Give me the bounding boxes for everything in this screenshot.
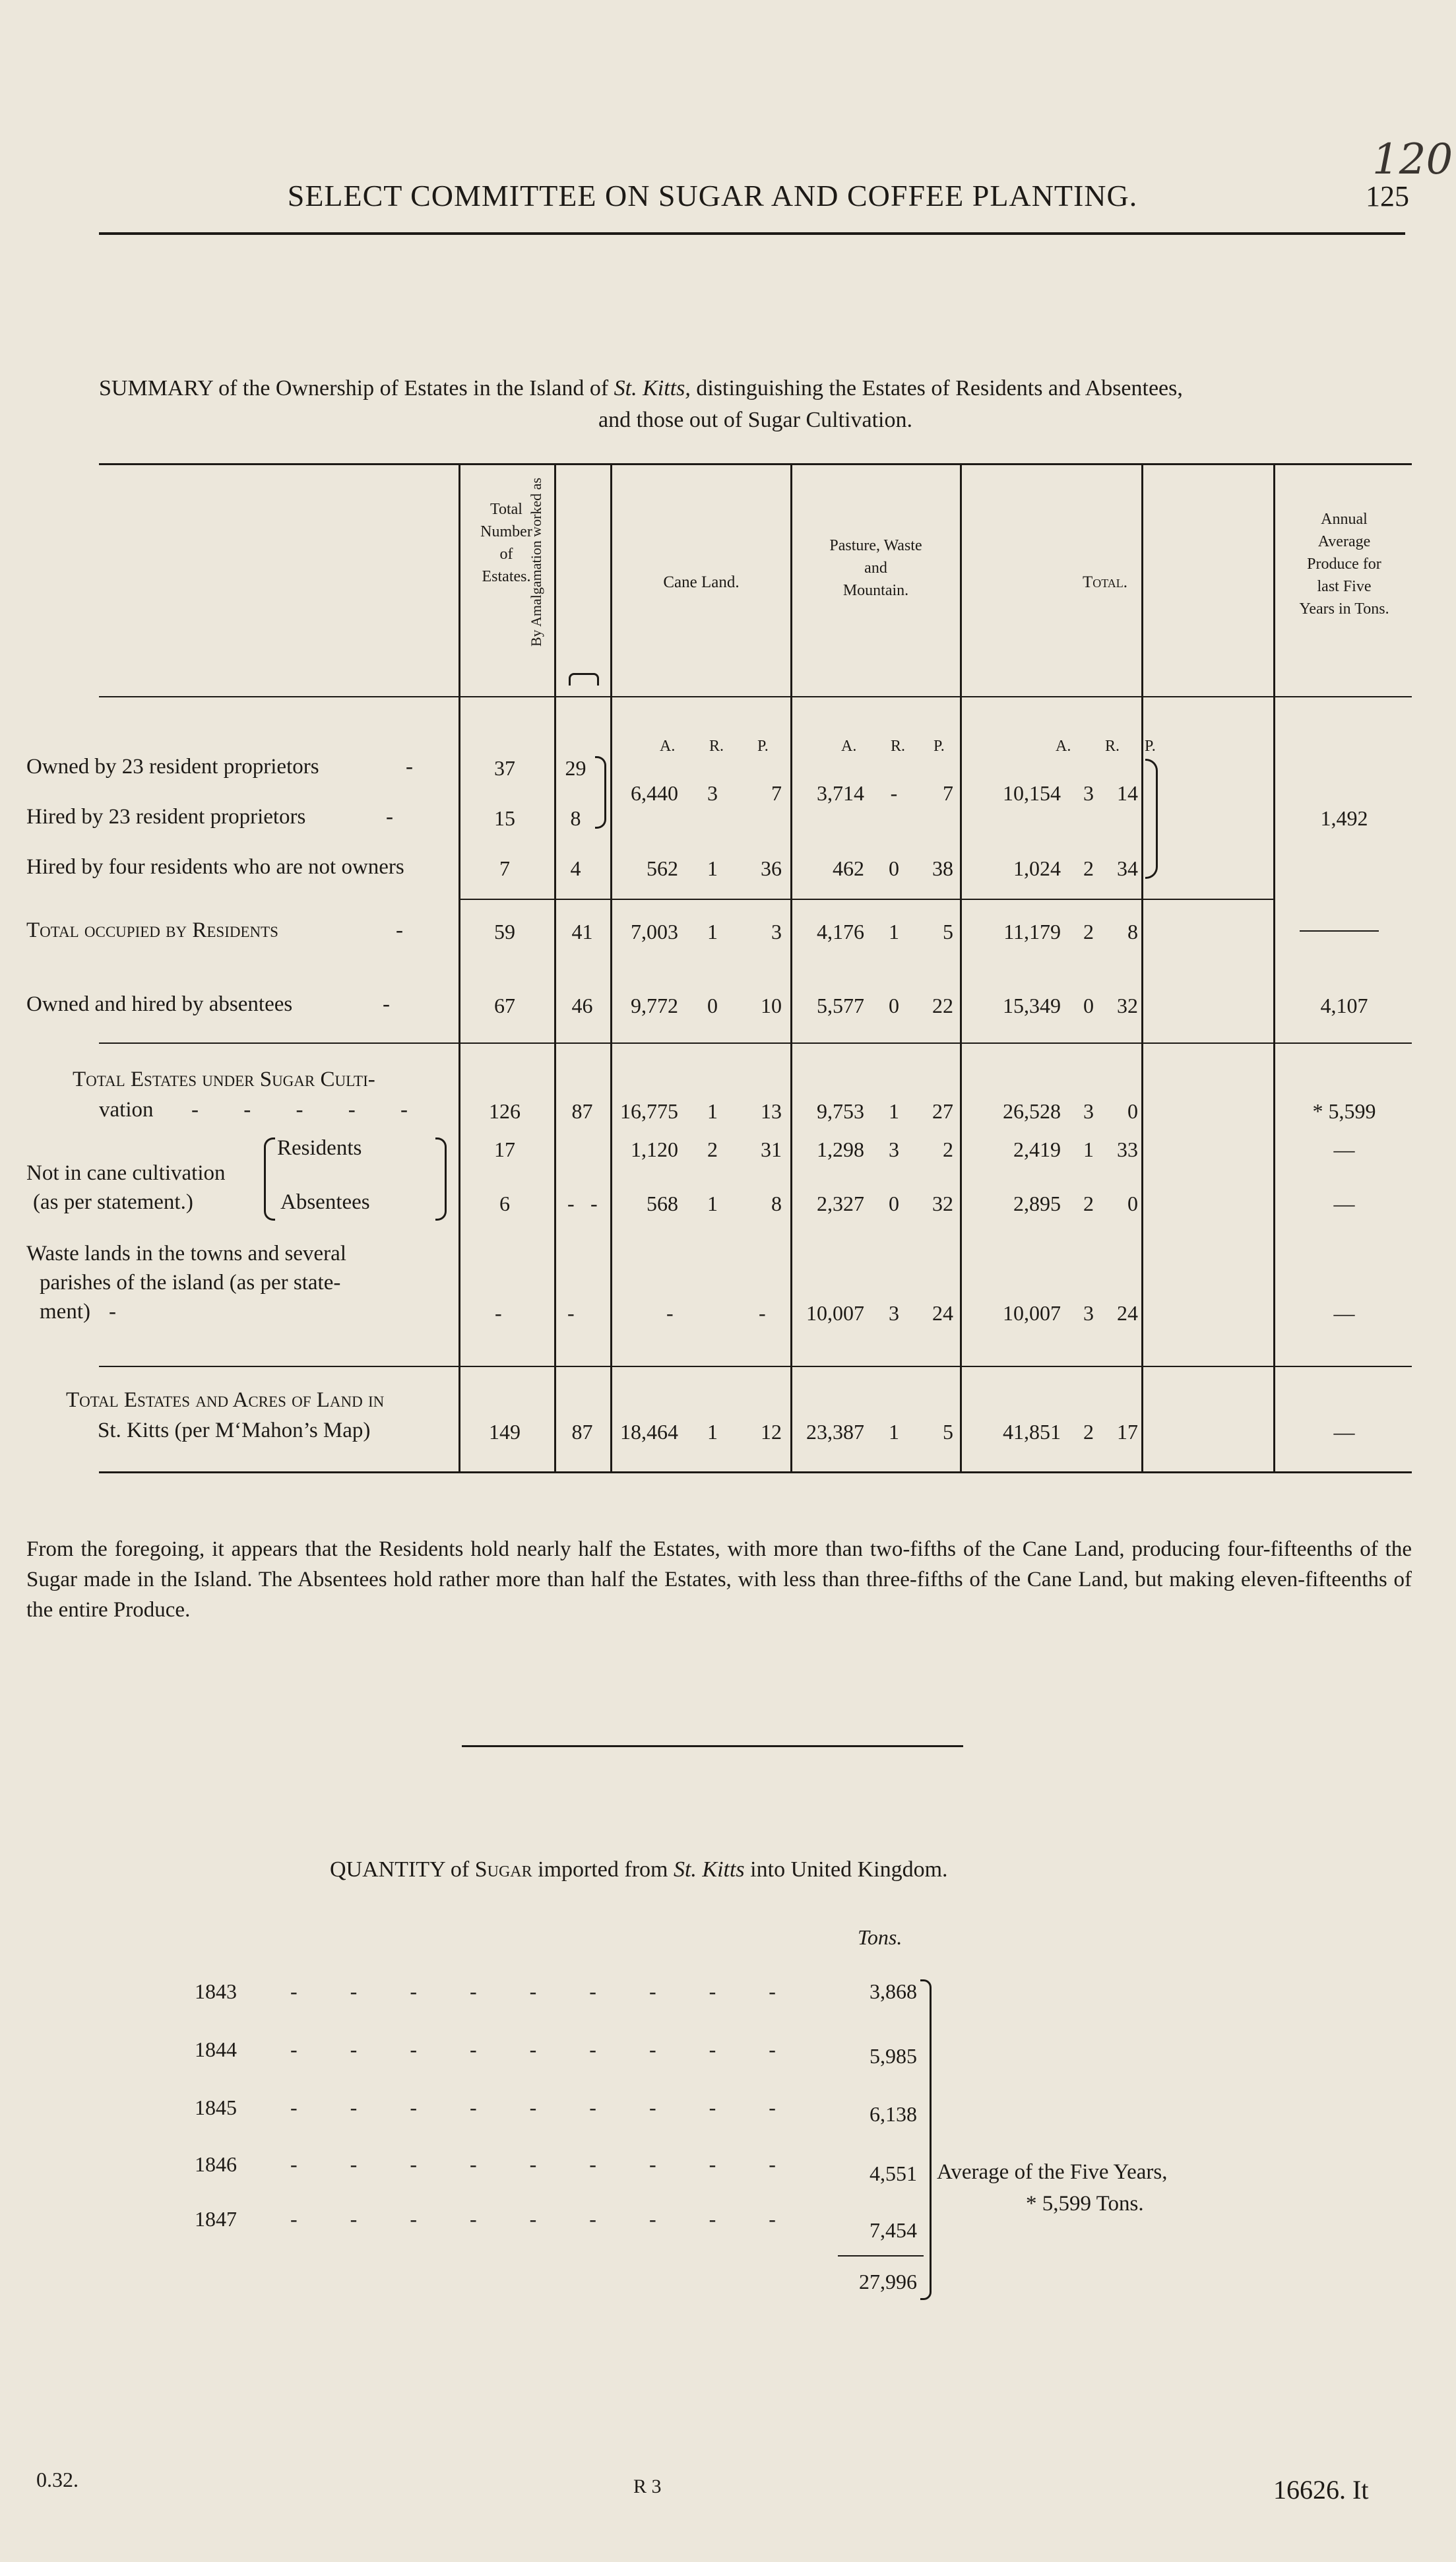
tons-header: Tons. (858, 1925, 902, 1949)
leader-dashes: - - - - - - - - - (290, 1979, 800, 2003)
unit-roods: R. (1105, 738, 1120, 755)
header-produce (1277, 508, 1412, 620)
cane-acres: 7,003 (631, 920, 678, 944)
pasture-roods: 1 (889, 920, 899, 944)
pasture-perches: 7 (943, 781, 953, 805)
section-divider (462, 1745, 963, 1747)
cane-value: - (759, 1301, 766, 1325)
cane-perches: 10 (761, 994, 782, 1017)
cane-roods: 1 (707, 920, 718, 944)
row-label: Hired by 23 resident proprietors (26, 805, 306, 829)
amalgamation-value: 29 (565, 756, 586, 780)
foregoing-paragraph: From the foregoing, it appears that the Residents hold nearly half the Estates, with more than two-fifths of the Cane Land, producing four-fifteenths of the Sugar made in the Island. The Absentees hold rather more than half the Estates, with less than three-fifths of the Cane Land, but making eleven-fifteenths of the entire Produce. (26, 1537, 1412, 1622)
header-line: Produce for (1307, 556, 1381, 573)
quantity-title-part: imported from (532, 1857, 674, 1882)
pasture-roods: 1 (889, 1099, 899, 1123)
unit-acres: A. (841, 738, 857, 755)
header-line: Mountain. (842, 582, 909, 599)
cane-perches: 13 (761, 1099, 782, 1123)
row-label-line3: ment) (40, 1300, 90, 1324)
total-acres: 2,895 (1013, 1192, 1061, 1215)
leader-dashes: - - - - - - - - - (290, 2207, 800, 2231)
cane-acres: 568 (647, 1192, 678, 1215)
total-roods: 0 (1083, 994, 1094, 1017)
section-rule (99, 1042, 1412, 1044)
pasture-acres: 9,753 (817, 1099, 864, 1123)
amalgamation-value: - (567, 1192, 575, 1215)
produce-value: * 5,599 (1312, 1099, 1376, 1123)
header-pasture (792, 534, 960, 602)
tons-value: 6,138 (870, 2102, 917, 2126)
cane-roods: 1 (707, 856, 718, 880)
amalgamation-value: - (590, 1192, 598, 1215)
unit-acres: A. (660, 738, 676, 755)
row-label: Owned and hired by absentees (26, 992, 293, 1016)
produce-value: — (1333, 1420, 1355, 1444)
header-total: Total. (1082, 573, 1128, 591)
cane-perches: 31 (761, 1137, 782, 1161)
header-rule (99, 232, 1405, 235)
total-perches: 32 (1117, 994, 1138, 1017)
year: 1844 (195, 2037, 237, 2061)
unit-perches: P. (1145, 738, 1156, 755)
pasture-acres: 4,176 (817, 920, 864, 944)
estates-value: 6 (499, 1192, 510, 1215)
estates-value: 7 (499, 856, 510, 880)
pasture-roods: 0 (889, 856, 899, 880)
total-perches: 17 (1117, 1420, 1138, 1444)
estates-value: 149 (489, 1420, 521, 1444)
summary-title-line2: and those out of Sugar Cultivation. (598, 408, 912, 432)
row-label-line2: parishes of the island (as per state- (40, 1271, 341, 1295)
pasture-acres: 1,298 (817, 1137, 864, 1161)
total-acres: 10,007 (1003, 1301, 1061, 1325)
cane-acres: 16,775 (620, 1099, 678, 1123)
cane-roods: 1 (707, 1420, 718, 1444)
cane-roods: 0 (707, 994, 718, 1017)
pasture-perches: 27 (932, 1099, 953, 1123)
cane-roods: 1 (707, 1099, 718, 1123)
average-value: * 5,599 Tons. (1026, 2192, 1144, 2216)
total-roods: 3 (1083, 1301, 1094, 1325)
pasture-perches: 32 (932, 1192, 953, 1215)
total-acres: 11,179 (1003, 920, 1061, 944)
header-line: Number (480, 523, 532, 540)
total-perches: 33 (1117, 1137, 1138, 1161)
amalgamation-value: 8 (570, 806, 581, 830)
pasture-perches: 24 (932, 1301, 953, 1325)
column-divider (1141, 463, 1143, 1473)
quantity-title-part: into United Kingdom. (744, 1857, 948, 1882)
subtotal-rule (459, 899, 1273, 900)
produce-group-brace (1145, 759, 1158, 879)
estates-value: 15 (494, 806, 515, 830)
row-label (73, 1065, 375, 1094)
row-label-text: Total Estates under Sugar Culti- (73, 1068, 375, 1091)
total-roods: 1 (1083, 1137, 1094, 1161)
row-dash: - (406, 755, 413, 779)
produce-value: — (1333, 1137, 1355, 1161)
table-bottom-rule (99, 1471, 1412, 1473)
average-label: Average of the Five Years, (937, 2160, 1168, 2184)
summary-title-part: SUMMARY of the Ownership of Estates in the Island of (99, 376, 614, 400)
amalgamation-value: 87 (571, 1420, 593, 1444)
page-header-title: SELECT COMMITTEE ON SUGAR AND COFFEE PLANTING. (287, 179, 1138, 212)
tons-value: 7,454 (870, 2218, 917, 2242)
header-line: Estates. (482, 568, 531, 585)
pasture-acres: 5,577 (817, 994, 864, 1017)
average-brace (920, 1979, 932, 2300)
produce-value: 4,107 (1320, 994, 1368, 1017)
column-divider (459, 463, 460, 1473)
sum-rule (838, 2255, 924, 2257)
header-line: Years in Tons. (1299, 600, 1389, 618)
summary-title-place: St. Kitts, (614, 376, 691, 400)
total-perches: 14 (1117, 781, 1138, 805)
section-rule (99, 1366, 1412, 1367)
column-divider (1273, 463, 1275, 1473)
tons-value: 5,985 (870, 2044, 917, 2068)
column-divider (610, 463, 612, 1473)
cane-acres: 6,440 (631, 781, 678, 805)
pasture-acres: 10,007 (806, 1301, 864, 1325)
quantity-title-part: QUANTITY of (330, 1857, 475, 1882)
pasture-roods: 1 (889, 1420, 899, 1444)
unit-roods: R. (709, 738, 724, 755)
total-roods: 3 (1083, 1099, 1094, 1123)
produce-value: — (1333, 1192, 1355, 1215)
quantity-title-sugar: Sugar (474, 1857, 532, 1882)
column-divider (554, 463, 556, 1473)
year: 1843 (195, 1979, 237, 2003)
total-roods: 2 (1083, 1420, 1094, 1444)
pasture-roods: 0 (889, 1192, 899, 1215)
estates-value: 59 (494, 920, 515, 944)
cane-acres: 562 (647, 856, 678, 880)
leader-dashes: - - - - - - - - - (290, 2152, 800, 2176)
quantity-title (330, 1857, 948, 1882)
cane-perches: 8 (771, 1192, 782, 1215)
total-acres: 26,528 (1003, 1099, 1061, 1123)
row-dashes: - - - - - (191, 1098, 427, 1122)
cane-value: - (666, 1301, 674, 1325)
footer-reference: 0.32. (36, 2468, 79, 2491)
total-perches: 0 (1127, 1192, 1138, 1215)
not-cane-brace (264, 1137, 275, 1221)
amalgamation-group-brace (595, 756, 606, 829)
cane-roods: 2 (707, 1137, 718, 1161)
produce-dash (1300, 930, 1379, 932)
amalgamation-value: 4 (570, 856, 581, 880)
pasture-perches: 2 (943, 1137, 953, 1161)
cane-perches: 36 (761, 856, 782, 880)
total-perches: 24 (1117, 1301, 1138, 1325)
unit-acres: A. (1056, 738, 1071, 755)
unit-perches: P. (757, 738, 769, 755)
tons-value: 4,551 (870, 2162, 917, 2185)
row-label: Waste lands in the towns and several (26, 1242, 346, 1265)
tons-value: 3,868 (870, 1979, 917, 2003)
pasture-acres: 462 (833, 856, 864, 880)
row-label-line2: (as per statement.) (33, 1190, 193, 1214)
total-roods: 3 (1083, 781, 1094, 805)
tons-total: 27,996 (859, 2270, 917, 2293)
estates-value: 67 (494, 994, 515, 1017)
row-label: Owned by 23 resident proprietors (26, 755, 319, 779)
pasture-roods: 3 (889, 1301, 899, 1325)
not-cane-brace-right (435, 1137, 447, 1221)
total-acres: 41,851 (1003, 1420, 1061, 1444)
row-label-text: Total Estates and Acres of Land in (66, 1388, 385, 1412)
cane-perches: 3 (771, 920, 782, 944)
amalgamation-value: - (567, 1301, 575, 1325)
produce-value: — (1333, 1301, 1355, 1325)
cane-roods: 3 (707, 781, 718, 805)
sub-label-residents: Residents (277, 1136, 362, 1160)
header-line: Average (1317, 533, 1371, 550)
pasture-perches: 5 (943, 1420, 953, 1444)
row-dash: - (109, 1300, 116, 1324)
leader-dashes: - - - - - - - - - (290, 2096, 800, 2119)
year: 1846 (195, 2152, 237, 2176)
header-line: and (864, 560, 887, 577)
row-label: Not in cane cultivation (26, 1161, 226, 1185)
pasture-roods: 0 (889, 994, 899, 1017)
cane-acres: 18,464 (620, 1420, 678, 1444)
summary-title (99, 376, 1412, 401)
header-cane-land: Cane Land. (663, 573, 740, 591)
estates-value: - (495, 1301, 502, 1325)
cane-perches: 12 (761, 1420, 782, 1444)
pasture-acres: 2,327 (817, 1192, 864, 1215)
row-label-line2: St. Kitts (per M‘Mahon’s Map) (98, 1419, 371, 1442)
estates-value: 17 (494, 1137, 515, 1161)
row-dash: - (383, 992, 390, 1016)
cane-roods: 1 (707, 1192, 718, 1215)
year: 1847 (195, 2207, 237, 2231)
total-acres: 10,154 (1003, 781, 1061, 805)
pasture-perches: 5 (943, 920, 953, 944)
total-roods: 2 (1083, 920, 1094, 944)
total-perches: 34 (1117, 856, 1138, 880)
total-acres: 15,349 (1003, 994, 1061, 1017)
estates-value: 37 (494, 756, 515, 780)
summary-title-part: distinguishing the Estates of Residents and Absentees, (690, 376, 1183, 400)
handwritten-folio-number: 120 (1372, 135, 1453, 184)
catchword: 16626. It (1273, 2475, 1369, 2505)
amalgamation-value: 41 (571, 920, 593, 944)
total-acres: 1,024 (1013, 856, 1061, 880)
year: 1845 (195, 2096, 237, 2119)
pasture-acres: 3,714 (817, 781, 864, 805)
unit-roods: R. (891, 738, 906, 755)
residents-produce: 1,492 (1320, 806, 1368, 830)
amalgamation-value: 46 (571, 994, 593, 1017)
leader-dashes: - - - - - - - - - (290, 2037, 800, 2061)
header-line: Annual (1321, 511, 1368, 528)
table-top-rule (99, 463, 1412, 465)
pasture-roods: 3 (889, 1137, 899, 1161)
row-label-line2: vation (99, 1098, 154, 1122)
unit-perches: P. (934, 738, 945, 755)
pasture-roods: - (890, 781, 898, 805)
header-line: Total (490, 501, 522, 518)
cane-perches: 7 (771, 781, 782, 805)
row-label (66, 1386, 384, 1415)
row-dash: - (386, 805, 393, 829)
quantity-title-place: St. Kitts (673, 1857, 745, 1882)
header-amalgamation: By Amalgamation worked as (528, 477, 544, 647)
total-acres: 2,419 (1013, 1137, 1061, 1161)
row-label: Hired by four residents who are not owners (26, 855, 404, 879)
sub-label-absentees: Absentees (280, 1190, 370, 1214)
amalgamation-value: 87 (571, 1099, 593, 1123)
pasture-acres: 23,387 (806, 1420, 864, 1444)
amalgamation-brace (569, 673, 599, 686)
total-perches: 0 (1127, 1099, 1138, 1123)
pasture-perches: 22 (932, 994, 953, 1017)
row-label: Total occupied by Residents (26, 918, 278, 942)
signature-mark: R 3 (633, 2476, 662, 2497)
cane-acres: 1,120 (631, 1137, 678, 1161)
cane-acres: 9,772 (631, 994, 678, 1017)
total-roods: 2 (1083, 1192, 1094, 1215)
header-line: last Five (1317, 578, 1372, 595)
total-roods: 2 (1083, 856, 1094, 880)
table-header-rule (99, 696, 1412, 697)
header-line: of (499, 546, 513, 563)
pasture-perches: 38 (932, 856, 953, 880)
row-dash: - (396, 918, 403, 942)
estates-value: 126 (489, 1099, 521, 1123)
total-perches: 8 (1127, 920, 1138, 944)
header-line: Pasture, Waste (829, 537, 922, 554)
page-number: 125 (1366, 180, 1409, 212)
